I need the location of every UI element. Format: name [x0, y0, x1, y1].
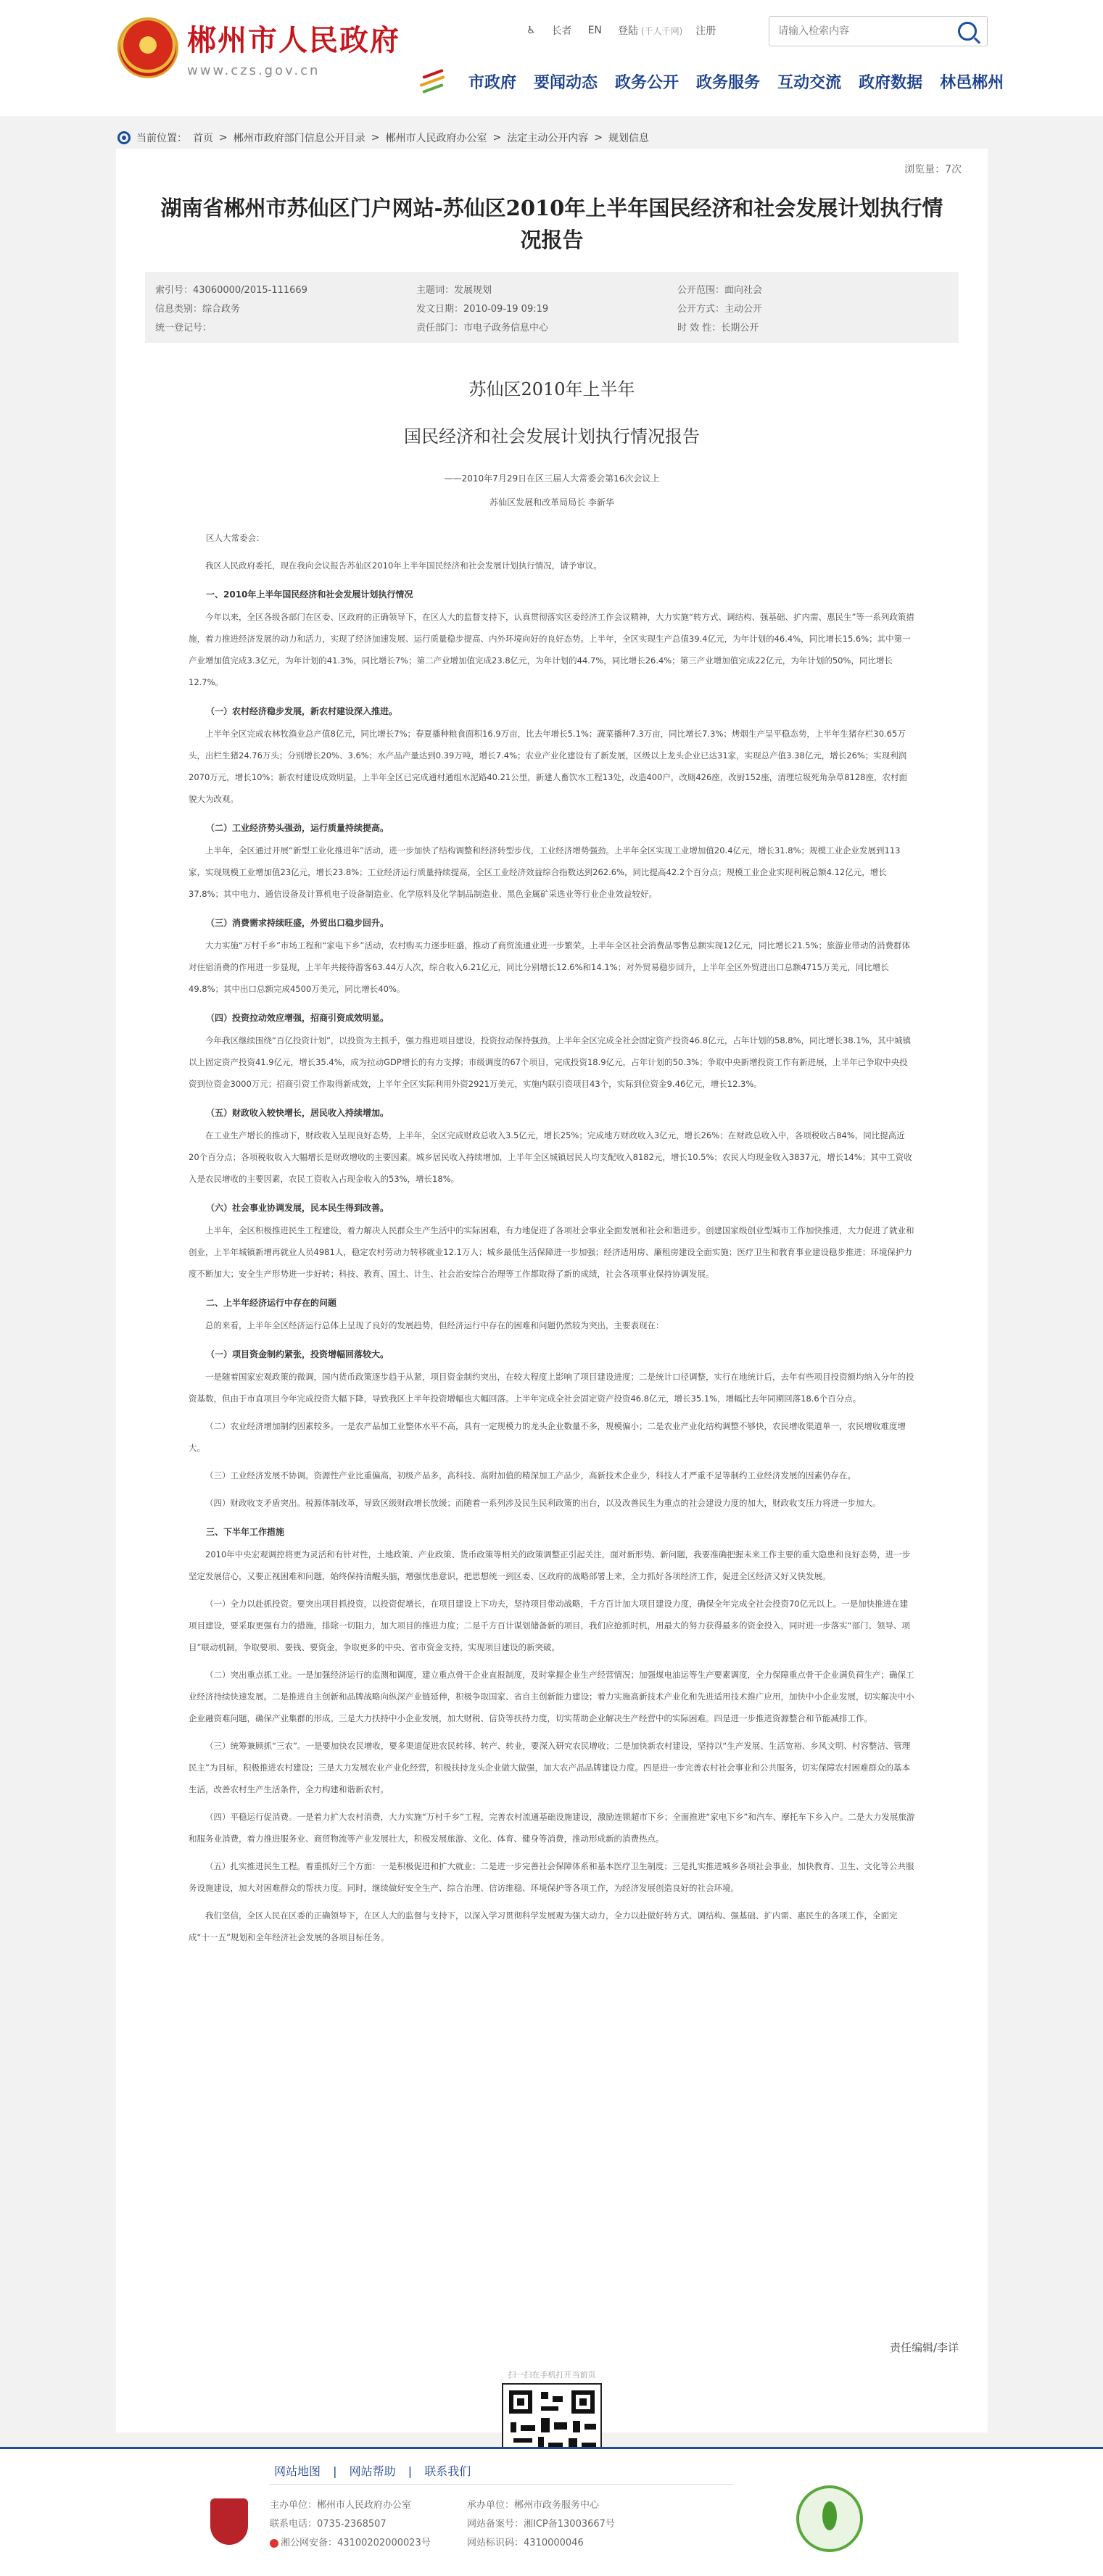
breadcrumb-label: 当前位置： — [136, 133, 187, 144]
doc-paragraph: 一是随着国家宏观政策的微调，国内货币政策逐步趋于从紧，项目资金制约突出，在较大程度上影响了项目建设进度；二是统计口径调整，实行在地统计后，去年有些项目投资额均纳入分年的投资基数，但由于市直项目今年完成投资大幅下降，导致我区上半年投资增幅也大幅回落。上半年完成全社会固定资产投资46.8亿元，增长35.1%，增幅比去年同期回落18.6个百分点。 — [189, 1372, 914, 1404]
article-title — [145, 192, 959, 256]
doc-subsection-heading: （三）消费需求持续旺盛，外贸出口稳步回升。 — [206, 918, 389, 928]
doc-paragraph: 上半年全区完成农林牧渔业总产值8亿元，同比增长7%；春夏播种粮食面积16.9万亩，比去年增长5.1%；蔬菜播种7.3万亩，同比增长7.3%；烤烟生产呈平稳态势，上半年生猪存栏30.65万头，出栏生猪24.76万头；分别增长20%、3.6%；水产品产量达到0.39万吨，增长7.4%；农业产业化建设有了新发展，区级以上龙头企业已达31家，实现总产值3.38亿元，增长26%；实现利润2070万元，增长10%；新农村建设成效明显，上半年全区已完成通村通组水泥路40.21公里，新建人畜饮水工程13处，改造400户，改厕426座，改厨152座，清理垃圾死角杂草8128座，农村面貌大为改观。 — [189, 729, 907, 804]
breadcrumb-office[interactable]: 郴州市人民政府办公室 — [385, 133, 487, 144]
footer-police[interactable] — [270, 2535, 431, 2548]
site-logo[interactable] — [117, 17, 400, 78]
search-input[interactable] — [769, 17, 951, 45]
doc-paragraph: （二）突出重点抓工业。一是加强经济运行的监测和调度，建立重点骨干企业直报制度，及时掌握企业生产经营情况；加强煤电油运等生产要素调度，全力保障重点骨干企业满负荷生产；确保工业经济持续快速发展。二是推进自主创新和品牌战略向纵深产业链延伸，积极争取国家、省自主创新能力建设；着力实施高新技术产业化和先进适用技术推广应用，加快中小企业发展，切实解决中小企业融资难问题，确保产业集群的形成。三是大力扶持中小企业发展，加大财税、信贷等扶持力度，切实帮助企业解决生产经营中的实际困难。四是进一步推进资源整合和节能减排工作。 — [189, 1670, 914, 1723]
doc-author: 苏仙区发展和改革局局长 李新华 — [489, 497, 614, 508]
doc-section-heading: 一、2010年上半年国民经济和社会发展计划执行情况 — [206, 589, 413, 600]
english-link[interactable]: EN — [587, 25, 602, 36]
meta-index-no: 索引号：43060000/2015-111669 — [155, 285, 307, 296]
meta-scope: 公开范围：面向社会 — [677, 285, 763, 296]
doc-paragraph: 总的来看，上半年全区经济运行总体上呈现了良好的发展趋势，但经济运行中存在的困难和问题仍然较为突出，主要表现在： — [205, 1320, 664, 1330]
footer-link-contact[interactable]: 联系我们 — [424, 2464, 471, 2478]
register-link[interactable]: 注册 — [695, 25, 716, 37]
qr-label: 扫一扫在手机打开当前页 — [508, 2370, 596, 2380]
login-sub-text: (千人千网) — [640, 25, 683, 36]
article-title-line: 湖南省郴州市苏仙区门户网站-苏仙区2010年上半年国民经济和社会发展计划执行情 — [160, 196, 943, 220]
view-count: 浏览量：7次 — [904, 164, 962, 175]
footer-links — [270, 2462, 475, 2479]
meta-unified-code: 统一登记号： — [155, 323, 212, 334]
breadcrumb-planning[interactable]: 规划信息 — [608, 133, 649, 144]
doc-paragraph: 2010年中央宏观调控将更为灵活和有针对性，土地政策、产业政策、货币政策等相关的政策调整正引起关注，面对新形势、新问题，我要准确把握未来工作主要的重大隐患和良好态势，进一步坚定发展信心，又要正视困难和问题，始终保持清醒头脑，增强忧患意识，把思想统一到区委、区政府的战略部署上来，全力抓好各项经济工作，促进全区经济又好又快发展。 — [189, 1549, 911, 1581]
elderly-mode-link[interactable]: 长者 — [551, 25, 572, 37]
doc-paragraph: （五）扎实推进民生工程。着重抓好三个方面：一是积极促进和扩大就业；二是进一步完善社会保障体系和基本医疗卫生制度；三是扎实推进城乡各项社会事业，加快教育、卫生、文化等公共服务设施建设，加大对困难群众的帮扶力度。同时，继续做好安全生产、综合治理、信访维稳、环境保护等各项工作，为经济发展创造良好的社会环境。 — [189, 1861, 914, 1893]
doc-heading: 苏仙区2010年上半年 — [468, 379, 635, 399]
doc-paragraph: 大力实施“万村千乡”市场工程和“家电下乡”活动，农村购买力逐步旺盛，推动了商贸流通业进一步繁荣。上半年全区社会消费品零售总额实现12亿元，同比增长21.5%；旅游业带动的消费群体对住宿消费的作用进一步显现，上半年共接待游客63.44万人次，综合收入6.21亿元，同比分别增长12.6%和14.1%；对外贸易稳步回升，上半年全区外贸进出口总额4715万美元，同比增长49.8%；其中出口总额完成4500万美元，同比增长40%。 — [189, 940, 910, 994]
search-box — [769, 16, 988, 46]
footer-divider — [270, 2484, 734, 2485]
nav-item-open-affairs[interactable]: 政务公开 — [615, 73, 679, 92]
breadcrumb-sep: > — [594, 132, 603, 144]
breadcrumb-sep: > — [219, 132, 228, 144]
footer-police-text: 湘公网安备：43100202000023号 — [281, 2538, 431, 2548]
doc-paragraph: （四）财政收支矛盾突出。税源体制改革，导致区级财政增长放缓；而随着一系列涉及民生民利政策的出台，以及改善民生为重点的社会建设力度的加大，财政收支压力将进一步加大。 — [205, 1498, 881, 1508]
nav-item-news[interactable]: 要闻动态 — [534, 73, 598, 92]
site-title: 郴州市人民政府 — [187, 23, 400, 57]
responsible-editor: 责任编辑/李详 — [889, 2341, 959, 2354]
main-nav — [418, 67, 1012, 96]
doc-section-heading: 二、上半年经济运行中存在的问题 — [206, 1298, 337, 1308]
footer-site-code: 网站标识码：4310000046 — [467, 2538, 584, 2548]
footer-host: 主办单位：郴州市人民政府办公室 — [270, 2500, 412, 2511]
error-correction-badge-icon[interactable] — [796, 2485, 863, 2552]
doc-subsection-heading: （一）农村经济稳步发展，新农村建设深入推进。 — [206, 706, 398, 716]
nav-item-linyi[interactable]: 林邑郴州 — [940, 73, 1004, 92]
nav-item-services[interactable]: 政务服务 — [696, 73, 761, 92]
meta-category: 信息类别：综合政务 — [155, 304, 241, 315]
doc-paragraph: 今年我区继续围绕“百亿投资计划”，以投资为主抓手，强力推进项目建设，投资拉动保持强劲。上半年全区完成全社会固定资产投资46.8亿元，占年计划的58.8%，同比增长38.1%，其中城镇以上固定资产投资41.9亿元，增长35.4%，成为拉动GDP增长的有力支撑；市级调度的67个项目，完成投资18.9亿元，占年计划的50.3%；争取中央新增投资工作有新进展，上半年已争取中央投资到位资金3000万元；招商引资工作取得新成效，上半年全区实际利用外资2921万美元，实施内联引资项目43个，实际到位资金9.46亿元，增长12.3%。 — [189, 1035, 912, 1089]
top-links — [526, 23, 732, 38]
doc-subsection-heading: （五）财政收入较快增长，居民收入持续增加。 — [206, 1108, 389, 1118]
doc-salutation: 区人大常委会： — [206, 533, 265, 543]
breadcrumb-sep: > — [492, 132, 502, 144]
article-card — [116, 149, 988, 2432]
meta-unit: 责任部门：市电子政务信息中心 — [416, 323, 549, 334]
party-government-badge-icon[interactable] — [210, 2498, 248, 2545]
doc-paragraph: （三）统筹兼顾抓“三农”。一是要加快农民增收，要多渠道促进农民转移、转产、转业，要深入研究农民增收；二是加快新农村建设，坚持以“生产发展、生活宽裕、乡风文明、村容整洁、管理民主”为目标，积极推进农村建设；三是大力发展农业产业化经营，积极扶持龙头企业做大做强，加大农产品品牌建设力度。四是进一步完善农村社会事业和公共服务，切实保障农村困难群众的基本生活，改善农村生产生活条件，全力构建和谐新农村。 — [189, 1741, 911, 1794]
site-url: www.czs.gov.cn — [187, 63, 321, 78]
meta-validity: 时 效 性：长期公开 — [677, 323, 759, 334]
doc-section-heading: 三、下半年工作措施 — [206, 1527, 285, 1537]
breadcrumb-statutory[interactable]: 法定主动公开内容 — [507, 133, 589, 144]
doc-subsection-heading: （四）投资拉动效应增强，招商引资成效明显。 — [206, 1013, 389, 1023]
meta-topic: 主题词：发展规划 — [416, 285, 492, 296]
article-body — [145, 366, 959, 1948]
doc-paragraph: 今年以来，全区各级各部门在区委、区政府的正确领导下，在区人大的监督支持下，认真贯彻落实区委经济工作会议精神，大力实施“转方式、调结构、强基础、扩内需、惠民生”等一系列政策措施，着力推进经济发展的动力和活力，实现了经济加速发展、运行质量稳步提高、内外环境向好的良好态势。上半年，全区实现生产总值39.4亿元，为年计划的46.4%，同比增长15.6%；其中第一产业增加值完成3.3亿元，为年计划的41.3%，同比增长7%；第二产业增加值完成23.8亿元，为年计划的44.7%，同比增长26.4%；第三产业增加值完成22亿元，为年计划的50%，同比增长12.7%。 — [189, 612, 914, 687]
police-badge-icon — [270, 2539, 278, 2548]
doc-paragraph: （三）工业经济发展不协调。资源性产业比重偏高，初级产品多，高科技、高附加值的精深加工产品少，高新技术企业少，科技人才严重不足等制约工业经济发展的因素仍存在。 — [205, 1470, 856, 1480]
doc-paragraph: （四）平稳运行促消费。一是着力扩大农村消费，大力实施“万村千乡”工程，完善农村流通基础设施建设，激励连锁超市下乡；全面推进“家电下乡”和汽车、摩托车下乡入户。二是大力发展旅游和服务业消费，着力推进服务业、商贸物流等产业发展壮大，积极发展旅游、文化、体育、健身等消费，推动形成新的消费热点。 — [189, 1812, 915, 1844]
doc-paragraph: 上半年，全区积极推进民生工程建设，着力解决人民群众生产生活中的实际困难，有力地促进了各项社会事业全面发展和社会和谐进步。创建国家级创业型城市工作加快推进，大力促进了就业和创业，上半年城镇新增再就业人员4981人，稳定农村劳动力转移就业12.1万人；城乡最低生活保障进一步加强；经济适用房、廉租房建设全面实施；医疗卫生和教育事业建设稳步推进；环境保护力度不断加大；安全生产形势进一步好转；科技、教育、国土、计生、社会治安综合治理等工作都取得了新的成绩，社会各项事业保持协调发展。 — [189, 1225, 914, 1279]
doc-paragraph: 我区人民政府委托，现在我向会议报告苏仙区2010年上半年国民经济和社会发展计划执行情况，请予审议。 — [205, 560, 602, 571]
site-footer — [0, 2447, 1103, 2576]
footer-sep: | — [408, 2464, 413, 2478]
meta-pub-date: 发文日期：2010-09-19 09:19 — [416, 304, 549, 315]
footer-sep: | — [333, 2464, 337, 2478]
doc-subsection-heading: （六）社会事业协调发展，民本民生得到改善。 — [206, 1203, 389, 1213]
doc-paragraph: 我们坚信，全区人民在区委的正确领导下，在区人大的监督与支持下，以深入学习贯彻科学发展观为强大动力，全力以赴做好转方式、调结构、强基础、扩内需、惠民生的各项工作，全面完成“十一五”规划和全年经济社会发展的各项目标任务。 — [189, 1910, 898, 1942]
breadcrumb-home[interactable]: 首页 — [193, 133, 213, 144]
article-meta-table — [145, 272, 959, 343]
breadcrumb-directory[interactable]: 郴州市政府部门信息公开目录 — [233, 133, 365, 144]
doc-paragraph: 上半年，全区通过开展“新型工业化推进年”活动，进一步加快了结构调整和经济转型步伐，工业经济增势强劲。上半年全区实现工业增加值20.4亿元，增长31.8%；规模工业企业发展到113家，实现规模工业增加值23亿元，增长23.8%；工业经济运行质量持续提高，全区工业经济效益综合指数达到262.6%，同比提高42.2个百分点；规模工业企业实现利税总额4.12亿元，增长37.8%；其中电力、通信设备及计算机电子设备制造业、化学原料及化学制品制造业、黑色金属矿采选业等行业企业效益较好。 — [189, 845, 901, 899]
login-link[interactable]: 登陆 — [617, 25, 638, 37]
nav-item-data[interactable]: 政府数据 — [859, 73, 923, 92]
doc-subsection-heading: （二）工业经济势头强劲，运行质量持续提高。 — [206, 823, 389, 833]
accessibility-link[interactable]: ♿ — [526, 25, 536, 36]
nav-item-government[interactable]: 市政府 — [468, 73, 517, 92]
footer-undertake: 承办单位：郴州市政务服务中心 — [467, 2500, 600, 2511]
doc-paragraph: （一）全力以赴抓投资。要突出项目抓投资，以投资促增长，在项目建设上下功夫，坚持项目带动战略，千方百计加大项目建设力度，确保全年完成全社会投资70亿元以上。一是加快推进在建项目建设，要采取更强有力的措施，排除一切阻力，加大项目的推进力度；二是千方百计谋划储备新的项目，我们应抢抓时机，用最大的努力获得最多的资金投入，同时进一步落实“部门、领导、项目”联动机制，争取要项、要钱、要资金，争取更多的中央、省市资金支持，实现项目建设的新突破。 — [189, 1599, 910, 1652]
footer-link-sitemap[interactable]: 网站地图 — [274, 2464, 321, 2478]
article-title-line: 况报告 — [520, 228, 584, 252]
search-icon[interactable] — [958, 22, 977, 41]
location-pin-icon — [117, 131, 131, 144]
doc-subtitle: ——2010年7月29日在区三届人大常委会第16次会议上 — [444, 473, 660, 484]
footer-link-help[interactable]: 网站帮助 — [349, 2464, 396, 2478]
footer-icp[interactable]: 网站备案号：湘ICP备13003667号 — [467, 2519, 615, 2530]
doc-paragraph: 在工业生产增长的推动下，财政收入呈现良好态势，上半年，全区完成财政总收入3.5亿元，增长25%；完成地方财政收入3亿元，增长26%；在财政总收入中，各项税收占84%，同比提高近20个百分点；各项税收收入大幅增长是财政增收的主要因素。城乡居民收入持续增加，上半年全区城镇居民人均支配收入8182元，增长10.5%；农民人均现金收入3837元，增长14%；其中工资收入是农民增收的主要因素，农民工资收入占现金收入的53%，增长18%。 — [189, 1130, 912, 1184]
national-emblem-icon — [117, 17, 178, 78]
site-header — [0, 0, 1103, 116]
doc-heading: 国民经济和社会发展计划执行情况报告 — [404, 426, 700, 447]
doc-paragraph: （二）农业经济增加制约因素较多。一是农产品加工业整体水平不高，具有一定规模力的龙头企业数量不多，规模偏小；二是农业产业化结构调整不够快，农民增收渠道单一，农民增收难度增大。 — [189, 1421, 906, 1453]
doc-subsection-heading: （一）项目资金制约紧张，投资增幅回落较大。 — [206, 1349, 389, 1359]
nav-decoration-icon — [418, 67, 450, 96]
meta-mode: 公开方式：主动公开 — [677, 304, 763, 315]
breadcrumb-sep: > — [371, 132, 380, 144]
footer-phone: 联系电话：0735-2368507 — [270, 2519, 387, 2530]
nav-item-interaction[interactable]: 互动交流 — [777, 73, 842, 92]
